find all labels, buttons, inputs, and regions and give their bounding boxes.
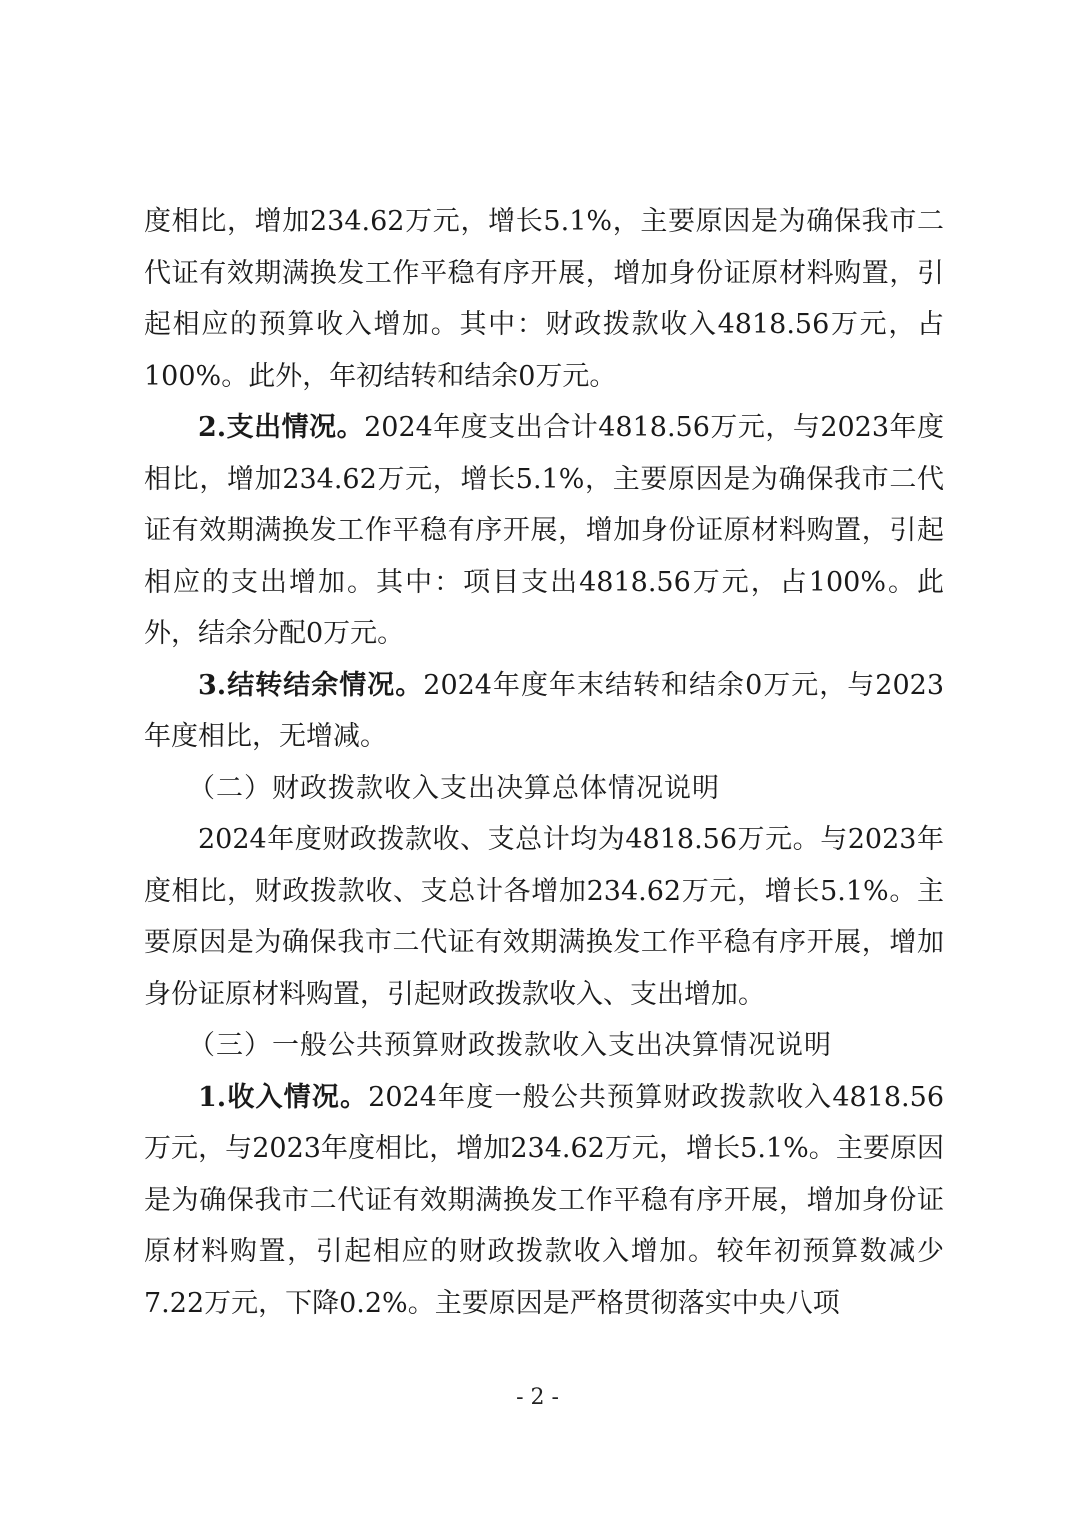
section-heading-general-public-budget: （三）一般公共预算财政拨款收入支出决算情况说明: [188, 1030, 832, 1061]
paragraph-text: 2024年度一般公共预算财政拨款收入4818.56万元，与2023年度相比，增加234.62万元，增长5.1%。主要原因是为确保我市二代证有效期满换发工作平稳有序开展，增加身份证原材料购置，引起相应的财政拨款收入增加。较年初预算数减少7.22万元，下降0.2%。主要原因是严格贯彻落实中央八项: [144, 1081, 944, 1319]
paragraph-income: [144, 1072, 944, 1330]
section-heading-fiscal-appropriation: （二）财政拨款收入支出决算总体情况说明: [188, 772, 720, 804]
paragraph-fiscal-appropriation: 2024年度财政拨款收、支总计均为4818.56万元。与2023年度相比，财政拨款收、支总计各增加234.62万元，增长5.1%。主要原因是为确保我市二代证有效期满换发工作平稳有序开展，增加身份证原材料购置，引起财政拨款收入、支出增加。: [144, 824, 944, 1010]
paragraph-lead: 1.收入情况。: [198, 1081, 369, 1113]
paragraph-carryover: [144, 660, 944, 763]
paragraph-lead: 3.结转结余情况。: [198, 669, 424, 701]
paragraph-expenditure: [144, 402, 944, 660]
paragraph-text: 2024年度支出合计4818.56万元，与2023年度相比，增加234.62万元，增长5.1%，主要原因是为确保我市二代证有效期满换发工作平稳有序开展，增加身份证原材料购置，引起相应的支出增加。其中：项目支出4818.56万元，占100%。此外，结余分配0万元。: [144, 412, 945, 649]
page-number: - 2 -: [516, 1385, 559, 1410]
paragraph-text: 2024年度年末结转和结余0万元，与2023年度相比，无增减。: [144, 669, 945, 752]
paragraph-lead: 2.支出情况。: [198, 412, 365, 443]
document-body: [144, 196, 944, 1329]
paragraph-budget-income-continued: 度相比，增加234.62万元，增长5.1%，主要原因是为确保我市二代证有效期满换发工作平稳有序开展，增加身份证原材料购置，引起相应的预算收入增加。其中：财政拨款收入4818.56万元，占100%。此外，年初结转和结余0万元。: [144, 206, 944, 392]
